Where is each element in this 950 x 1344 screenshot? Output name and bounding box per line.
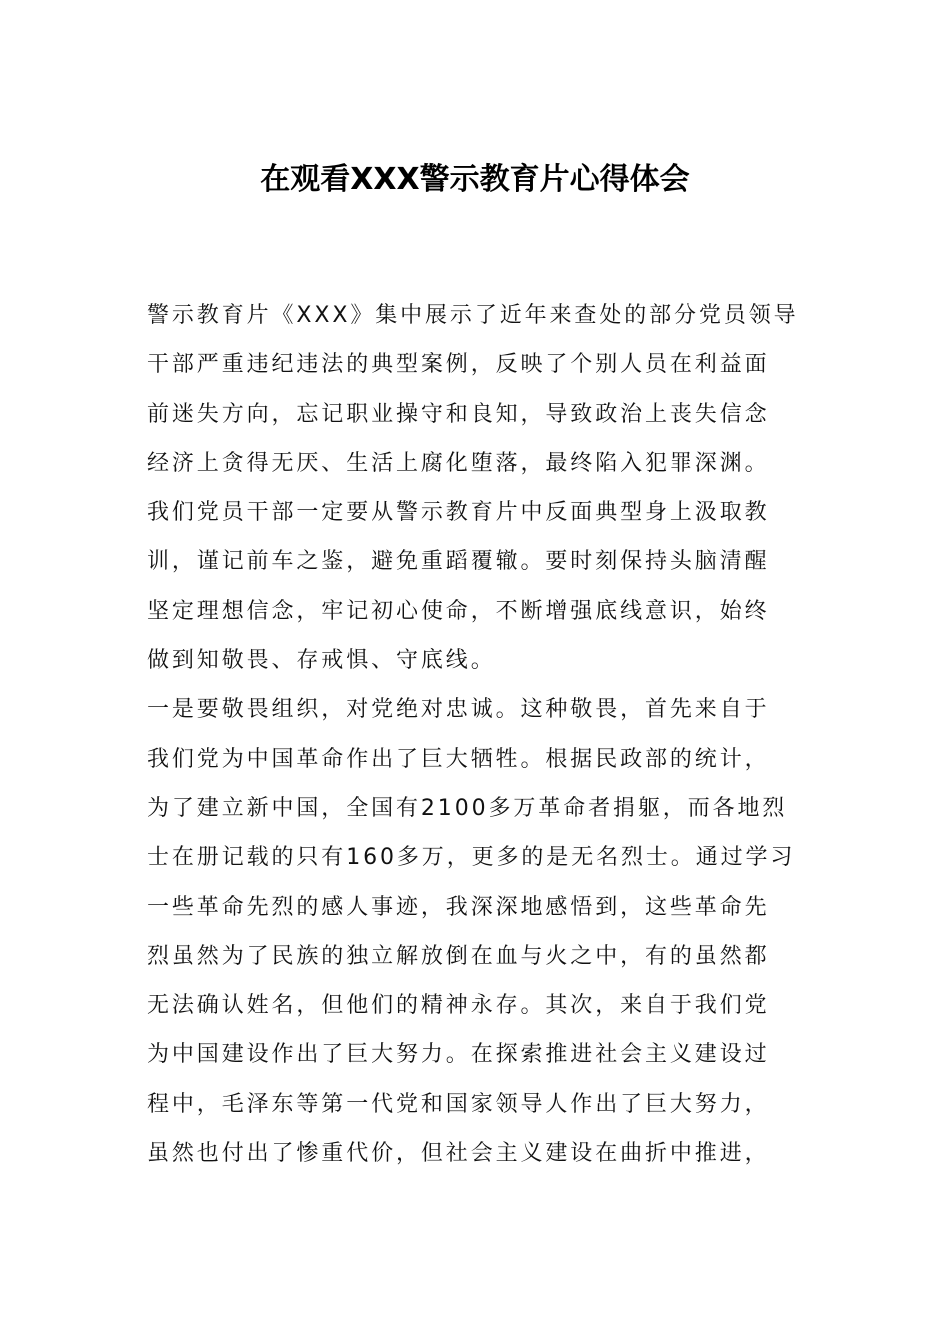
body-line: 一是要敬畏组织，对党绝对忠诚。这种敬畏，首先来自于 bbox=[147, 697, 770, 723]
document-body bbox=[147, 291, 807, 1178]
body-line: 虽然也付出了惨重代价，但社会主义建设在曲折中推进， bbox=[147, 1141, 770, 1167]
body-line: 前迷失方向，忘记职业操守和良知，导致政治上丧失信念 bbox=[147, 401, 770, 427]
body-line: 坚定理想信念，牢记初心使命，不断增强底线意识，始终 bbox=[147, 598, 770, 624]
body-line: 做到知敬畏、存戒惧、守底线。 bbox=[147, 648, 496, 674]
body-line: 士在册记载的只有160多万，更多的是无名烈士。通过学习 bbox=[147, 845, 796, 871]
body-line: 经济上贪得无厌、生活上腐化堕落，最终陷入犯罪深渊。 bbox=[147, 450, 770, 476]
body-line: 程中，毛泽东等第一代党和国家领导人作出了巨大努力， bbox=[147, 1091, 770, 1117]
body-line: 我们党为中国革命作出了巨大牺牲。根据民政部的统计， bbox=[147, 746, 770, 772]
body-line: 一些革命先烈的感人事迹，我深深地感悟到，这些革命先 bbox=[147, 894, 770, 920]
body-line: 烈虽然为了民族的独立解放倒在血与火之中，有的虽然都 bbox=[147, 943, 770, 969]
body-line: 警示教育片《XXX》集中展示了近年来查处的部分党员领导 bbox=[147, 303, 799, 328]
body-line: 为了建立新中国，全国有2100多万革命者捐躯，而各地烈 bbox=[147, 795, 788, 821]
body-line: 干部严重违纪违法的典型案例，反映了个别人员在利益面 bbox=[147, 352, 770, 378]
body-line: 我们党员干部一定要从警示教育片中反面典型身上汲取教 bbox=[147, 500, 770, 526]
document-title: 在观看XXX警示教育片心得体会 bbox=[260, 162, 690, 197]
body-line: 为中国建设作出了巨大努力。在探索推进社会主义建设过 bbox=[147, 1042, 770, 1068]
body-line: 训，谨记前车之鉴，避免重蹈覆辙。要时刻保持头脑清醒 bbox=[147, 549, 770, 575]
body-line: 无法确认姓名，但他们的精神永存。其次，来自于我们党 bbox=[147, 993, 770, 1019]
